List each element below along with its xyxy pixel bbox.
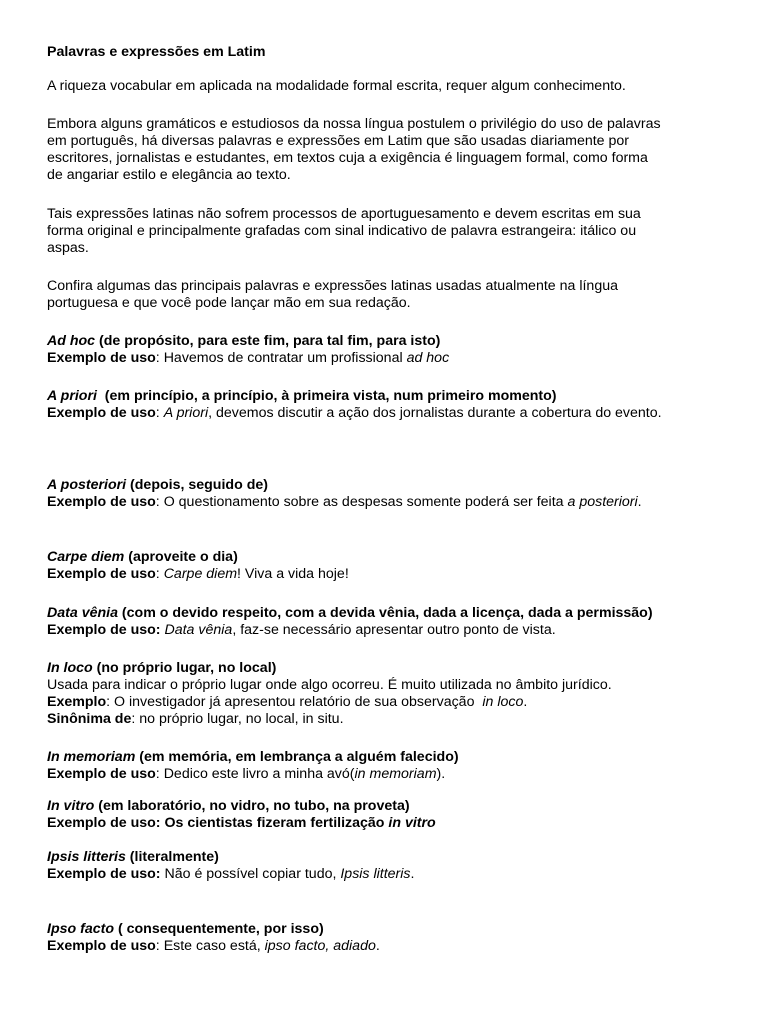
example-term: Ipsis litteris	[340, 866, 411, 882]
entry-a-priori	[47, 388, 737, 422]
term-meaning: (em memória, em lembrança a alguém falecido)	[135, 749, 459, 765]
separator: :	[155, 494, 164, 510]
latin-term: In memoriam	[47, 749, 136, 765]
entry-example	[47, 350, 737, 367]
term-meaning: (em laboratório, no vidro, no tubo, na proveta)	[94, 798, 410, 814]
example-term: A priori	[163, 405, 209, 421]
entry-heading	[47, 388, 737, 405]
term-meaning: (no próprio lugar, no local)	[92, 660, 277, 676]
entry-example	[47, 866, 737, 883]
example-term: Carpe diem	[163, 566, 238, 582]
term-meaning: (de propósito, para este fim, para tal fim, para isto)	[95, 333, 441, 349]
example-text-end: .	[375, 938, 380, 954]
example-text-end: ! Viva a vida hoje!	[237, 566, 349, 582]
entry-heading	[47, 477, 737, 494]
example-text: Este caso está,	[163, 938, 265, 954]
latin-term: Ad hoc	[47, 333, 96, 349]
latin-term: Carpe diem	[47, 549, 125, 565]
synonym-label: Sinônima de	[47, 711, 132, 727]
example-label: Exemplo de uso	[47, 350, 156, 366]
entry-heading	[47, 660, 737, 677]
latin-term: A posteriori	[47, 477, 127, 493]
entry-heading	[47, 333, 737, 350]
example-text-end: ).	[436, 766, 446, 782]
example-label: Exemplo	[47, 694, 107, 710]
entry-in-memoriam	[47, 749, 737, 783]
example-term: in memoriam	[354, 766, 437, 782]
intro-paragraph-1	[47, 78, 737, 95]
separator: :	[155, 766, 164, 782]
text-line: A riqueza vocabular em aplicada na modalidade formal escrita, requer algum conhecimento.	[47, 78, 626, 94]
entry-in-loco	[47, 660, 737, 728]
term-meaning: (literalmente)	[125, 849, 219, 865]
entry-description: Usada para indicar o próprio lugar onde algo ocorreu. É muito utilizada no âmbito jurídico.	[47, 677, 612, 693]
example-term: ad hoc	[406, 350, 450, 366]
separator: :	[155, 938, 164, 954]
example-text-end: .	[410, 866, 415, 882]
example-text: O questionamento sobre as despesas somente poderá ser feita	[163, 494, 568, 510]
text-line: aspas.	[47, 240, 89, 256]
example-text: Havemos de contratar um profissional	[163, 350, 407, 366]
example-term: in vitro	[388, 815, 436, 831]
entry-example	[47, 938, 737, 955]
example-text-end: .	[637, 494, 642, 510]
text-line: escritores, jornalistas e estudantes, em textos cuja a exigência é linguagem formal, como forma	[47, 150, 648, 166]
separator: :	[106, 694, 115, 710]
entry-example	[47, 694, 737, 711]
text-line: Confira algumas das principais palavras e expressões latinas usadas atualmente na língua	[47, 278, 618, 294]
term-meaning: (aproveite o dia)	[124, 549, 238, 565]
entry-heading	[47, 921, 737, 938]
entry-in-vitro	[47, 798, 737, 832]
latin-term: In vitro	[47, 798, 95, 814]
example-term: ipso facto, adiado	[264, 938, 376, 954]
example-text-end: , faz-se necessário apresentar outro ponto de vista.	[232, 622, 556, 638]
example-term: Data vênia	[164, 622, 233, 638]
text-line: de angariar estilo e elegância ao texto.	[47, 167, 291, 183]
document-title	[47, 44, 737, 61]
example-term: in loco	[482, 694, 524, 710]
text-line: Embora alguns gramáticos e estudiosos da nossa língua postulem o privilégio do uso de palavras	[47, 116, 661, 132]
separator: :	[155, 350, 164, 366]
entry-data-venia	[47, 605, 737, 639]
entry-ad-hoc	[47, 333, 737, 367]
latin-term: In loco	[47, 660, 93, 676]
page-title: Palavras e expressões em Latim	[47, 44, 266, 60]
intro-paragraph-3	[47, 206, 737, 257]
term-meaning: (com o devido respeito, com a devida vênia, dada a licença, dada a permissão)	[117, 605, 653, 621]
example-text-end: .	[523, 694, 528, 710]
intro-paragraph-4	[47, 278, 737, 312]
latin-term: Data vênia	[47, 605, 118, 621]
latin-term: Ipso facto	[47, 921, 115, 937]
latin-term: Ipsis litteris	[47, 849, 126, 865]
example-text: Dedico este livro a minha avó(	[163, 766, 355, 782]
entry-ipsis-litteris	[47, 849, 737, 883]
latin-term: A priori	[47, 388, 97, 404]
text-line: portuguesa e que você pode lançar mão em sua redação.	[47, 295, 411, 311]
example-term: a posteriori	[567, 494, 638, 510]
text-line: em português, há diversas palavras e expressões em Latim que são usadas diariamente por	[47, 133, 630, 149]
text-line: forma original e principalmente grafadas com sinal indicativo de palavra estrangeira: itálico ou	[47, 223, 637, 239]
entry-heading	[47, 798, 737, 815]
example-label: Exemplo de uso	[47, 405, 156, 421]
term-meaning: (em princípio, a princípio, à primeira vista, num primeiro momento)	[96, 388, 557, 404]
text-line: Tais expressões latinas não sofrem processos de aportuguesamento e devem escritas em sua	[47, 206, 641, 222]
example-text-end: , devemos discutir a ação dos jornalistas durante a cobertura do evento.	[208, 405, 662, 421]
example-label: Exemplo de uso	[47, 766, 156, 782]
example-label: Exemplo de uso	[47, 938, 156, 954]
separator: :	[155, 566, 164, 582]
entry-heading	[47, 849, 737, 866]
entry-heading	[47, 549, 737, 566]
entry-heading	[47, 749, 737, 766]
example-label: Exemplo de uso	[47, 566, 156, 582]
synonym-text: : no próprio lugar, no local, in situ.	[131, 711, 344, 727]
example-text: Não é possível copiar tudo,	[164, 866, 341, 882]
entry-carpe-diem	[47, 549, 737, 583]
example-label: Exemplo de uso: Os cientistas fizeram fertilização	[47, 815, 385, 831]
example-label: Exemplo de uso:	[47, 866, 161, 882]
entry-a-posteriori	[47, 477, 737, 511]
entry-example	[47, 815, 737, 832]
example-label: Exemplo de uso	[47, 494, 156, 510]
entry-heading	[47, 605, 737, 622]
intro-paragraph-2	[47, 116, 737, 184]
example-label: Exemplo de uso:	[47, 622, 161, 638]
entry-example	[47, 766, 737, 783]
entry-example	[47, 566, 737, 583]
entry-example	[47, 494, 737, 511]
entry-synonym	[47, 711, 737, 728]
example-text: O investigador já apresentou relatório de sua observação	[114, 694, 483, 710]
entry-ipso-facto	[47, 921, 737, 955]
entry-example	[47, 622, 737, 639]
entry-example	[47, 405, 737, 422]
term-meaning: (depois, seguido de)	[126, 477, 268, 493]
separator: :	[155, 405, 164, 421]
term-meaning: ( consequentemente, por isso)	[114, 921, 324, 937]
